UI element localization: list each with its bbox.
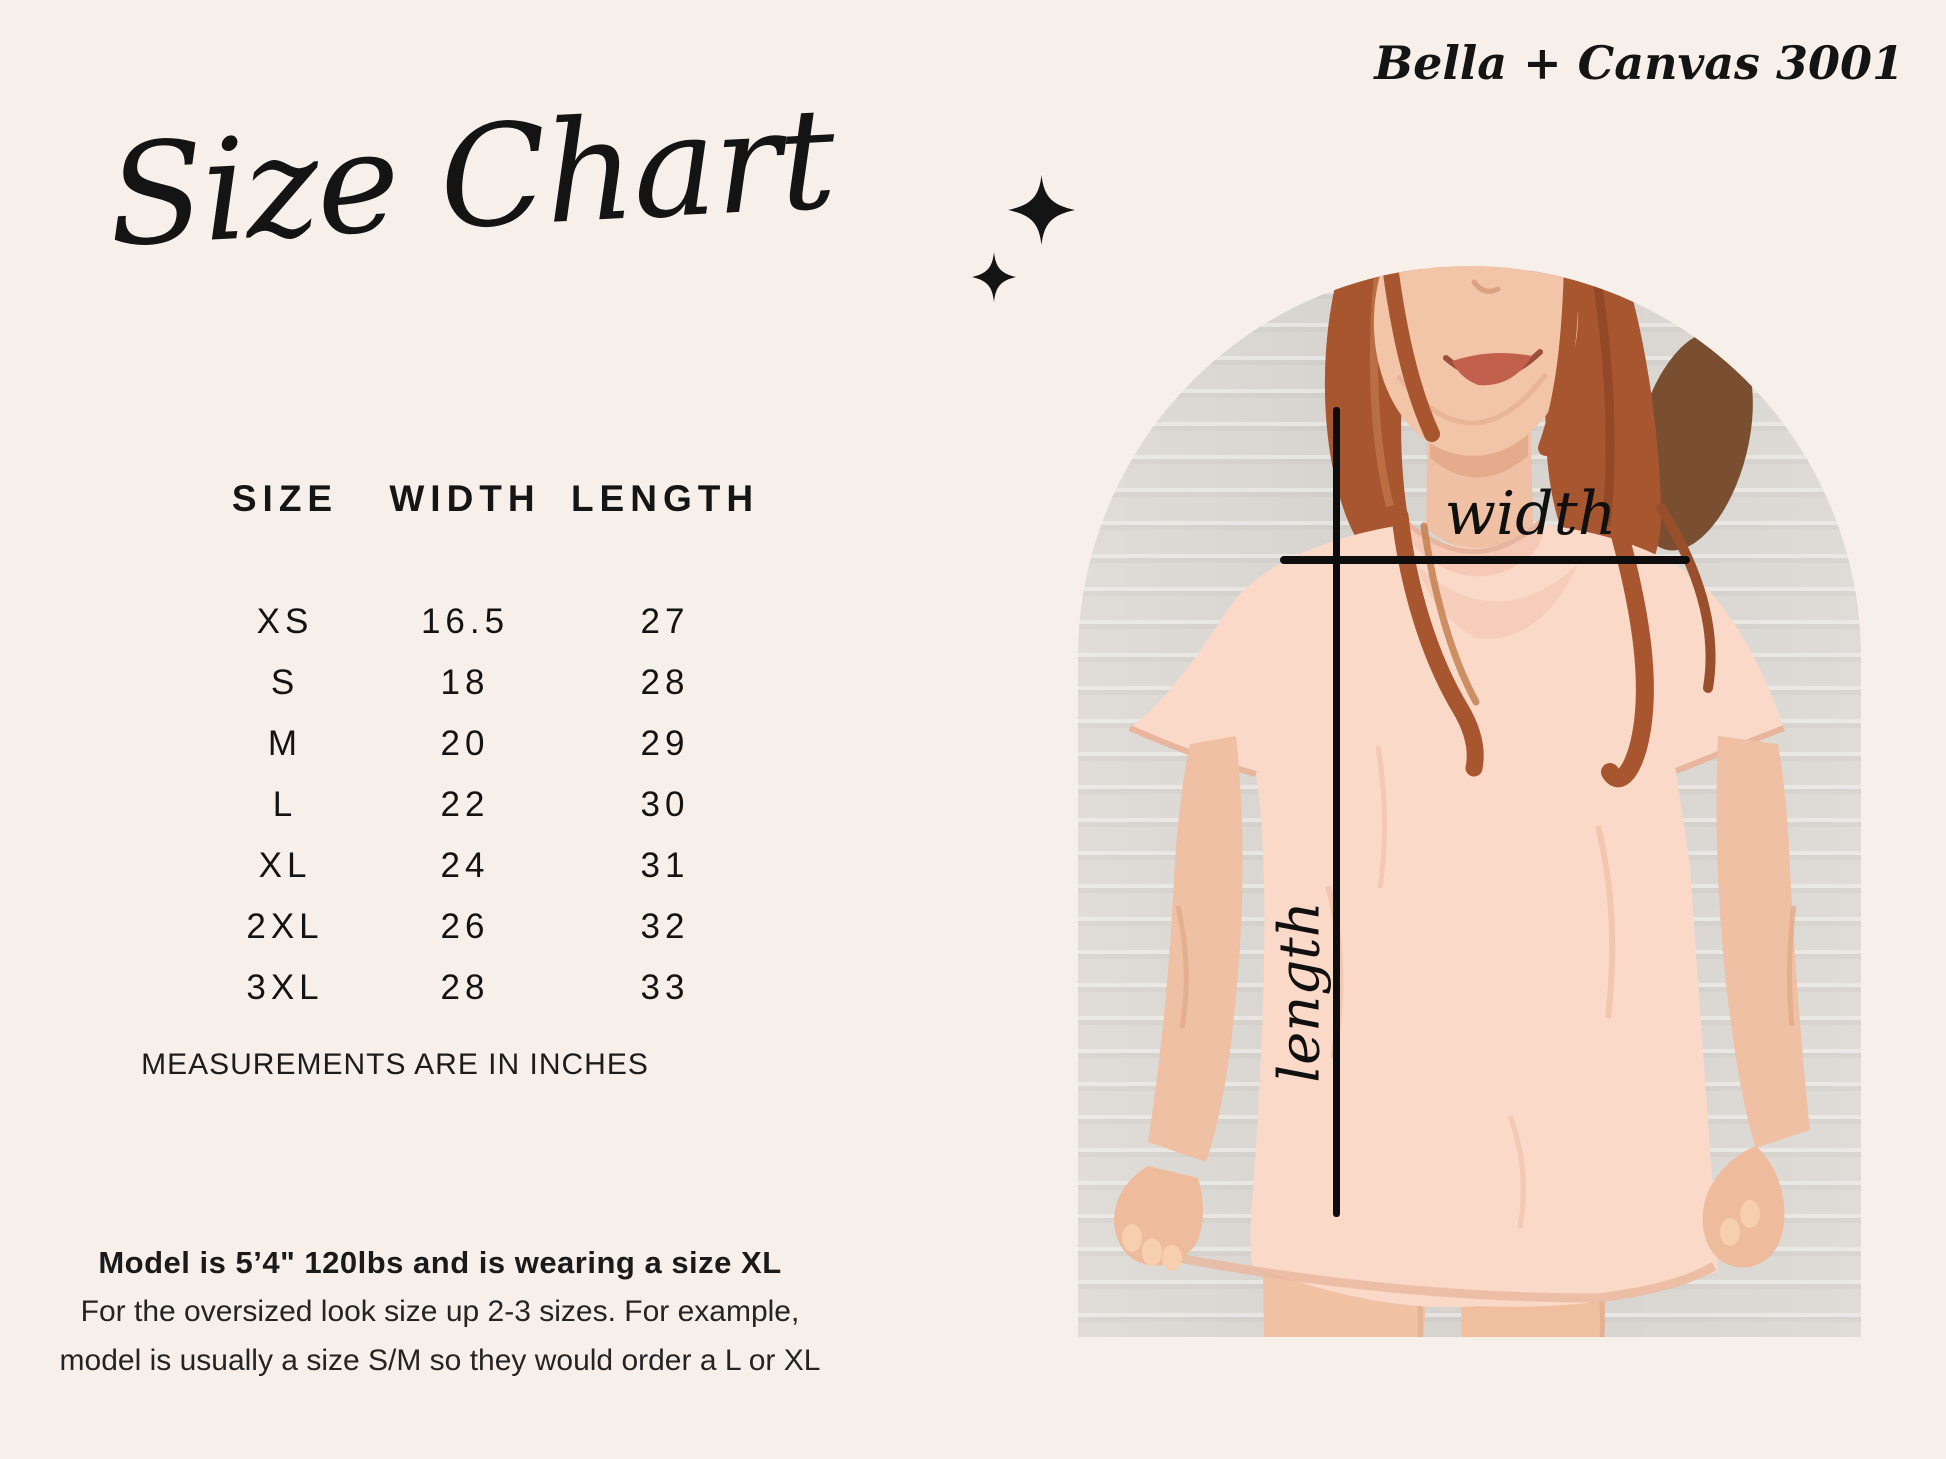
table-rows — [205, 591, 765, 1018]
length-cell: 28 — [640, 662, 690, 702]
column-header-width: WIDTH — [389, 478, 541, 519]
model-note — [40, 1238, 840, 1385]
size-cell: L — [272, 784, 298, 824]
length-cell: 29 — [640, 723, 690, 763]
width-label: width — [1444, 479, 1617, 549]
length-label: length — [1267, 901, 1333, 1083]
column-header-size: SIZE — [231, 478, 339, 519]
length-cell: 33 — [640, 967, 690, 1007]
size-cell: 3XL — [246, 967, 324, 1007]
table-row — [205, 835, 765, 896]
width-cell: 20 — [440, 723, 490, 763]
sparkle-small-icon — [972, 252, 1016, 302]
size-cell: XS — [256, 601, 314, 641]
table-row — [205, 713, 765, 774]
length-cell: 27 — [640, 601, 690, 641]
table-row — [205, 652, 765, 713]
table-row — [205, 957, 765, 1018]
width-line — [1280, 556, 1690, 564]
model-note-line-3: model is usually a size S/M so they would order a L or XL — [59, 1344, 821, 1377]
model-note-line-2: For the oversized look size up 2-3 sizes. For example, — [80, 1295, 800, 1328]
model-note-bold-line: Model is 5’4" 120lbs and is wearing a size XL — [98, 1245, 782, 1280]
table-row — [205, 591, 765, 652]
brand-label: Bella + Canvas 3001 — [1374, 36, 1904, 90]
width-cell: 22 — [440, 784, 490, 824]
measurements-note: MEASUREMENTS ARE IN INCHES — [141, 1048, 649, 1081]
size-cell: M — [267, 723, 303, 763]
width-cell: 24 — [440, 845, 490, 885]
width-cell: 18 — [440, 662, 490, 702]
size-cell: S — [270, 662, 300, 702]
table-row — [205, 896, 765, 957]
table-row — [205, 774, 765, 835]
model-photo-arch — [1078, 266, 1861, 1337]
length-cell: 30 — [640, 784, 690, 824]
length-cell: 31 — [640, 845, 690, 885]
length-cell: 32 — [640, 906, 690, 946]
width-cell: 28 — [440, 967, 490, 1007]
column-header-length: LENGTH — [570, 478, 760, 519]
size-cell: 2XL — [246, 906, 324, 946]
size-cell: XL — [258, 845, 312, 885]
model-illustration — [1078, 266, 1861, 1337]
page-title: Size Chart — [104, 78, 838, 279]
sparkle-large-icon — [1008, 175, 1075, 245]
width-cell: 16.5 — [420, 601, 510, 641]
size-table-header — [205, 478, 765, 520]
width-cell: 26 — [440, 906, 490, 946]
